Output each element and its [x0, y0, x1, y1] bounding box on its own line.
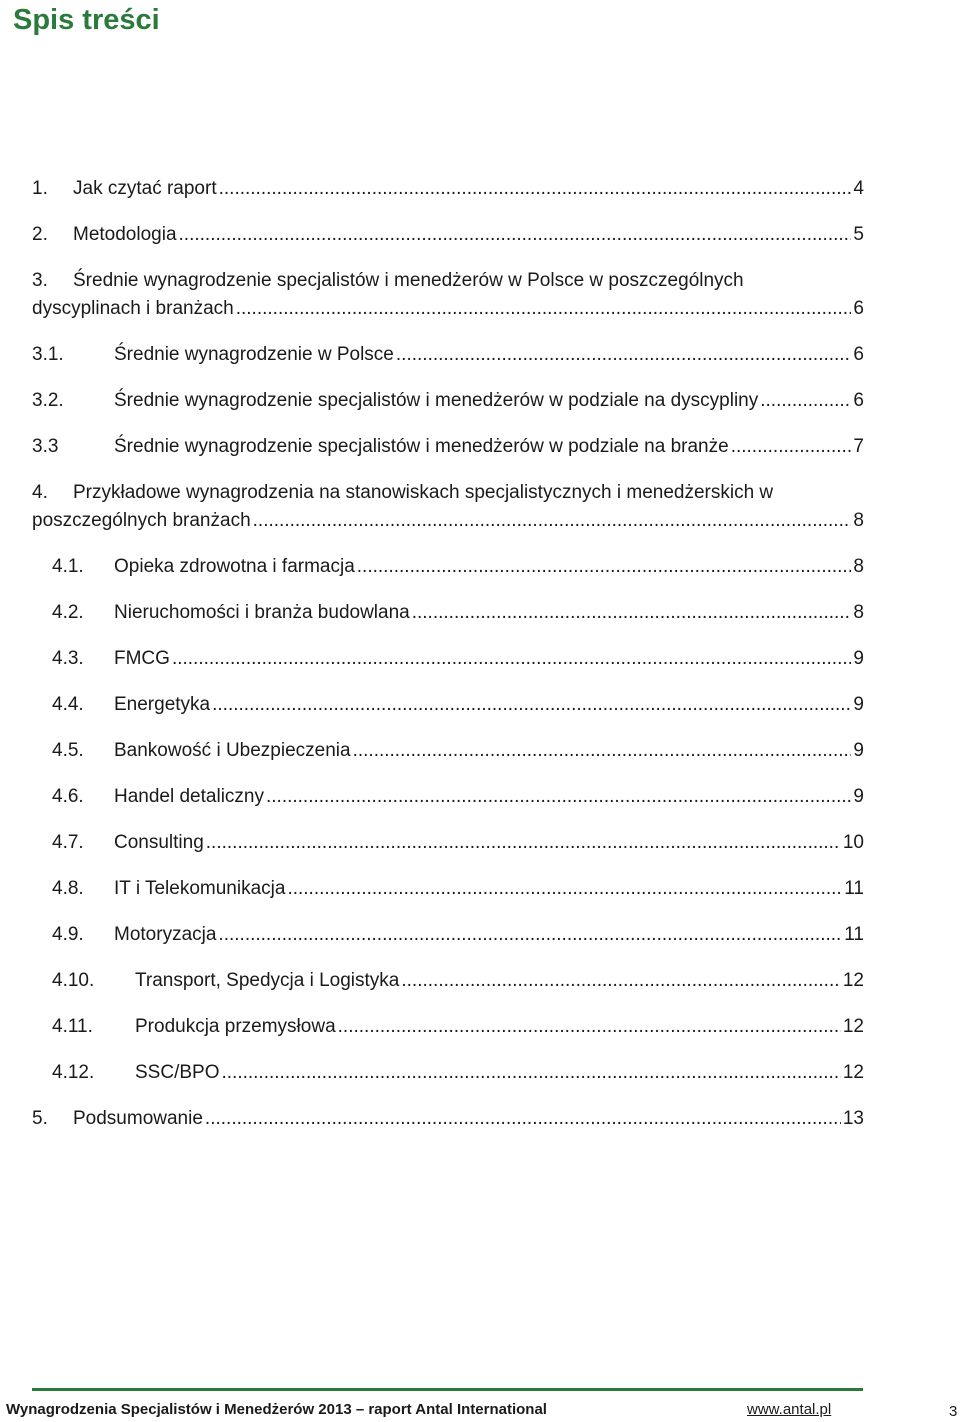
toc-entry-number: 3.1. [32, 344, 64, 365]
toc-entry-4-11[interactable] [52, 1013, 864, 1041]
toc-entry-title: Średnie wynagrodzenie w Polsce [114, 344, 394, 365]
toc-leader-dots [401, 967, 840, 995]
toc-entry-title: Opieka zdrowotna i farmacja [114, 556, 355, 577]
toc-leader-dots [353, 737, 852, 765]
toc-entry-number: 3.3 [32, 436, 59, 457]
toc-leader-dots [338, 1013, 841, 1041]
toc-entry-page: 12 [842, 1062, 864, 1083]
toc-entry-3[interactable] [32, 267, 864, 323]
toc-entry-page: 10 [842, 832, 864, 853]
toc-entry-4-3[interactable] [52, 645, 864, 673]
toc-entry-3-2[interactable] [32, 387, 864, 415]
toc-entry-number: 4.9. [52, 924, 84, 945]
toc-leader-dots [253, 507, 852, 535]
toc-entry-4-2[interactable] [52, 599, 864, 627]
toc-leader-dots [357, 553, 852, 581]
toc-entry-title: Podsumowanie [73, 1108, 203, 1129]
toc-leader-dots [236, 295, 852, 323]
toc-entry-4-6[interactable] [52, 783, 864, 811]
toc-entry-4[interactable] [32, 479, 864, 535]
footer-page-number: 3 [949, 1403, 958, 1420]
toc-entry-page: 9 [853, 786, 864, 807]
toc-entry-number: 4.10. [52, 970, 95, 991]
toc-entry-number: 4.7. [52, 832, 84, 853]
toc-entry-number: 4.1. [52, 556, 84, 577]
toc-entry-4-7[interactable] [52, 829, 864, 857]
toc-entry-3-3[interactable] [32, 433, 864, 461]
toc-entry-page: 12 [842, 970, 864, 991]
toc-entry-page: 6 [853, 298, 864, 319]
toc-entry-page: 9 [853, 648, 864, 669]
toc-entry-page: 8 [853, 510, 864, 531]
page-title: Spis treści [13, 4, 160, 36]
toc-entry-3-1[interactable] [32, 341, 864, 369]
toc-entry-1[interactable] [32, 175, 864, 203]
toc-entry-title-line2: poszczególnych branżach [32, 510, 251, 531]
toc-entry-title: Handel detaliczny [114, 786, 264, 807]
toc-entry-number: 4.3. [52, 648, 84, 669]
toc-leader-dots [396, 341, 852, 369]
toc-leader-dots [172, 645, 851, 673]
toc-entry-page: 11 [844, 878, 864, 899]
toc-entry-number: 4.4. [52, 694, 84, 715]
toc-entry-page: 7 [853, 436, 864, 457]
toc-entry-4-4[interactable] [52, 691, 864, 719]
toc-entry-number: 4. [32, 482, 48, 503]
toc-entry-title: Metodologia [73, 224, 177, 245]
toc-entry-4-9[interactable] [52, 921, 864, 949]
table-of-contents [32, 175, 864, 1151]
toc-entry-number: 5. [32, 1108, 48, 1129]
toc-entry-page: 9 [853, 740, 864, 761]
toc-leader-dots [218, 921, 842, 949]
toc-entry-title: FMCG [114, 648, 170, 669]
toc-leader-dots [205, 1105, 841, 1133]
toc-entry-number: 4.11. [52, 1016, 93, 1037]
toc-entry-number: 4.5. [52, 740, 84, 761]
toc-entry-title: Bankowość i Ubezpieczenia [114, 740, 351, 761]
toc-entry-page: 9 [853, 694, 864, 715]
toc-entry-title: Energetyka [114, 694, 211, 715]
toc-entry-title-line2: dyscyplinach i branżach [32, 298, 234, 319]
toc-leader-dots [221, 1059, 840, 1087]
toc-entry-page: 6 [853, 344, 864, 365]
toc-entry-title: Produkcja przemysłowa [135, 1016, 336, 1037]
toc-leader-dots [212, 691, 851, 719]
toc-entry-title-line1: Przykładowe wynagrodzenia na stanowiskach specjalistycznych i menedżerskich w [73, 482, 774, 503]
toc-entry-page: 13 [842, 1108, 864, 1129]
toc-entry-number: 4.2. [52, 602, 84, 623]
toc-entry-4-10[interactable] [52, 967, 864, 995]
toc-leader-dots [287, 875, 842, 903]
toc-entry-number: 2. [32, 224, 48, 245]
toc-entry-page: 12 [842, 1016, 864, 1037]
toc-entry-page: 11 [844, 924, 864, 945]
toc-entry-title: Średnie wynagrodzenie specjalistów i menedżerów w podziale na dyscypliny [114, 390, 759, 411]
toc-leader-dots [219, 175, 852, 203]
toc-entry-title: Nieruchomości i branża budowlana [114, 602, 410, 623]
footer-website-link[interactable]: www.antal.pl [747, 1401, 832, 1418]
footer-divider [32, 1388, 863, 1391]
toc-entry-4-12[interactable] [52, 1059, 864, 1087]
toc-entry-title: IT i Telekomunikacja [114, 878, 286, 899]
toc-leader-dots [760, 387, 851, 415]
toc-entry-number: 4.6. [52, 786, 84, 807]
toc-leader-dots [179, 221, 852, 249]
toc-leader-dots [731, 433, 852, 461]
toc-entry-page: 8 [853, 556, 864, 577]
toc-entry-title: Średnie wynagrodzenie specjalistów i menedżerów w podziale na branże [114, 436, 729, 457]
toc-entry-number: 1. [32, 178, 48, 199]
toc-entry-4-1[interactable] [52, 553, 864, 581]
toc-entry-title: Motoryzacja [114, 924, 217, 945]
toc-entry-2[interactable] [32, 221, 864, 249]
toc-entry-title-line1: Średnie wynagrodzenie specjalistów i menedżerów w Polsce w poszczególnych [73, 270, 744, 291]
footer-report-title: Wynagrodzenia Specjalistów i Menedżerów 2013 – raport Antal International [6, 1401, 547, 1418]
toc-entry-title: Transport, Spedycja i Logistyka [135, 970, 400, 991]
toc-leader-dots [266, 783, 851, 811]
toc-entry-4-5[interactable] [52, 737, 864, 765]
toc-entry-page: 6 [853, 390, 864, 411]
toc-entry-title: SSC/BPO [135, 1062, 220, 1083]
toc-entry-page: 8 [853, 602, 864, 623]
toc-entry-title: Consulting [114, 832, 204, 853]
toc-entry-4-8[interactable] [52, 875, 864, 903]
toc-entry-number: 4.12. [52, 1062, 95, 1083]
toc-entry-5[interactable] [32, 1105, 864, 1133]
toc-entry-title: Jak czytać raport [73, 178, 217, 199]
toc-entry-number: 3.2. [32, 390, 64, 411]
toc-leader-dots [412, 599, 852, 627]
toc-entry-number: 4.8. [52, 878, 84, 899]
toc-entry-page: 4 [853, 178, 864, 199]
toc-entry-page: 5 [853, 224, 864, 245]
toc-entry-number: 3. [32, 270, 48, 291]
toc-leader-dots [206, 829, 841, 857]
